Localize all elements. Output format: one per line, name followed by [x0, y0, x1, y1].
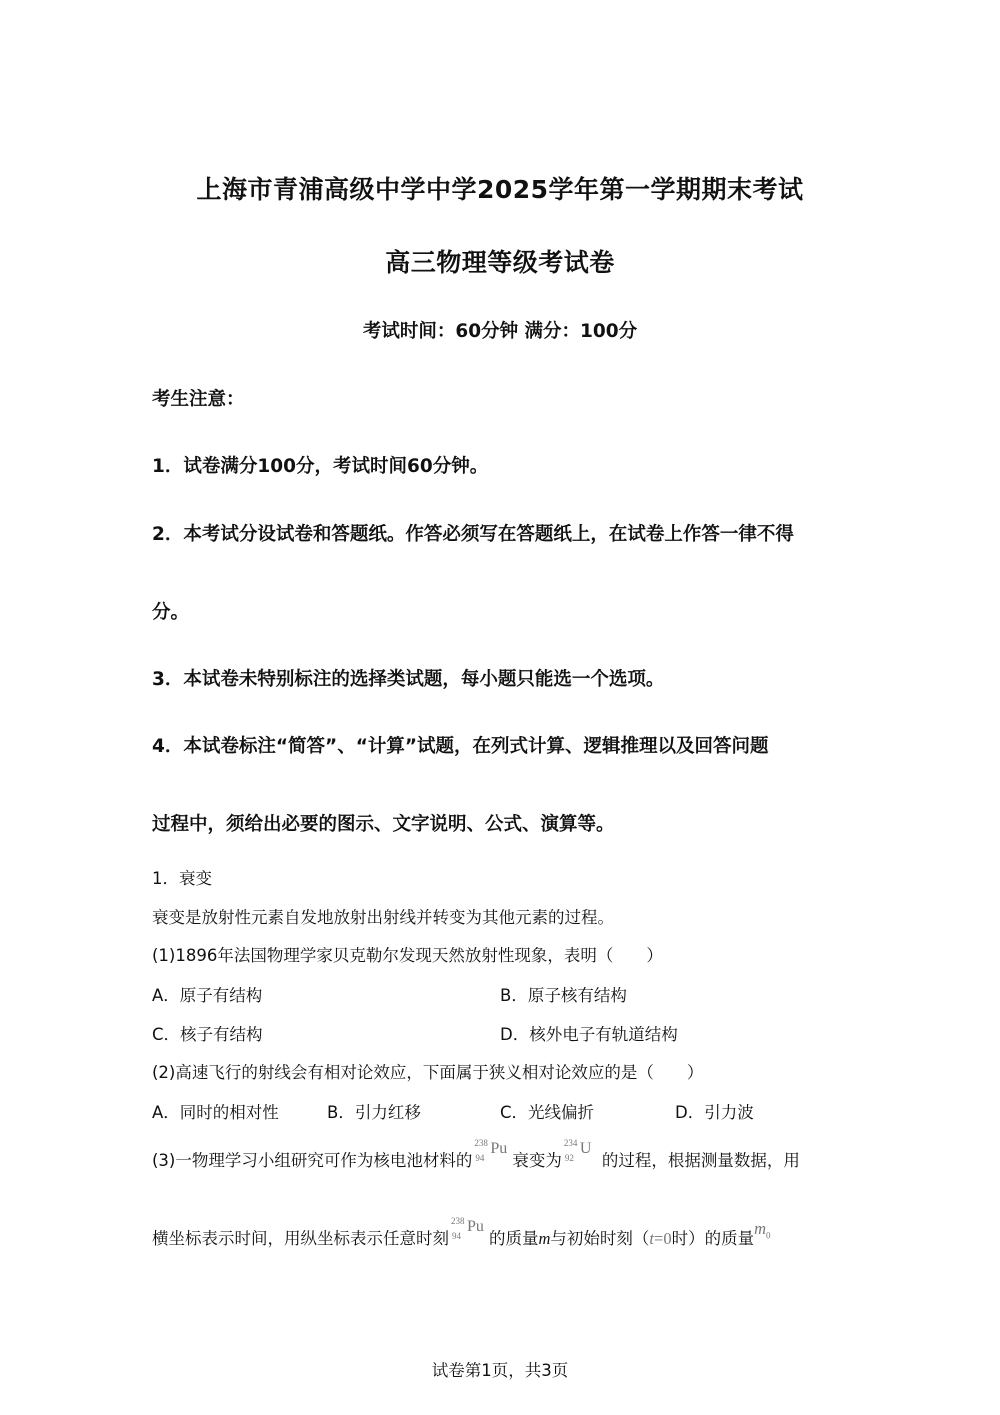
page-footer: 试卷第1页，共3页 — [431, 1361, 569, 1380]
question-1-intro: 衰变是放射性元素自发地放射出射线并转变为其他元素的过程。 — [152, 908, 614, 927]
mass-m-variable: m — [538, 1229, 551, 1248]
question-1-1-option-a: A．原子有结构 — [152, 986, 263, 1005]
exam-title-line2: 高三物理等级考试卷 — [385, 248, 615, 277]
pu-symbol-2: Pu — [467, 1218, 484, 1235]
time-equals-zero: =0 — [654, 1229, 672, 1248]
q3-text-a: (3)一物理学习小组研究可作为核电池材料的 — [152, 1151, 473, 1170]
pu-238-nuclide — [472, 1138, 512, 1172]
question-1-2-option-b: B．引力红移 — [327, 1103, 421, 1122]
question-1-2-stem: (2)高速飞行的射线会有相对论效应，下面属于狭义相对论效应的是（ ） — [152, 1063, 704, 1082]
q3-text-c: 的过程，根据测量数据，用 — [601, 1151, 800, 1170]
u-symbol: U — [579, 1140, 592, 1157]
notice-item-4-line2: 过程中，须给出必要的图示、文字说明、公式、演算等。 — [152, 814, 615, 835]
notice-item-1: 1．试卷满分100分，考试时间60分钟。 — [152, 456, 489, 477]
question-1-2-option-a: A．同时的相对性 — [152, 1103, 279, 1122]
q3-line2-text-c: 与初始时刻（ — [550, 1229, 650, 1248]
time-t-variable: t — [649, 1229, 655, 1248]
pu-atomic-number-2: 94 — [452, 1231, 461, 1241]
exam-title-line1: 上海市青浦高级中学中学2025学年第一学期期末考试 — [196, 175, 804, 204]
notice-item-2-line1: 2．本考试分设试卷和答题纸。作答必须写在答题纸上，在试卷上作答一律不得 — [152, 524, 794, 545]
pu-mass-number: 238 — [474, 1138, 488, 1148]
initial-mass-m0 — [754, 1219, 771, 1241]
question-1-3-line1 — [152, 1138, 800, 1172]
q3-line2-text-b: 的质量 — [489, 1229, 539, 1248]
notice-item-4-line1: 4．本试卷标注“简答”、“计算”试题，在列式计算、逻辑推理以及回答问题 — [152, 736, 769, 757]
u-mass-number: 234 — [563, 1138, 578, 1148]
m0-subscript: 0 — [766, 1230, 771, 1241]
u-atomic-number: 92 — [564, 1153, 574, 1163]
m0-m: m — [754, 1219, 766, 1238]
question-1-2-option-c: C．光线偏折 — [500, 1103, 595, 1122]
question-1-heading: 1．衰变 — [152, 869, 212, 888]
pu-atomic-number: 94 — [475, 1153, 485, 1163]
u-234-nuclide — [562, 1138, 602, 1172]
question-1-3-line2 — [152, 1216, 771, 1250]
pu-238-nuclide-2 — [449, 1216, 489, 1250]
pu-symbol: Pu — [490, 1140, 508, 1157]
q3-text-b: 衰变为 — [512, 1151, 562, 1170]
notice-item-3: 3．本试卷未特别标注的选择类试题，每小题只能选一个选项。 — [152, 669, 665, 690]
question-1-1-option-d: D．核外电子有轨道结构 — [500, 1025, 678, 1044]
question-1-1-option-b: B．原子核有结构 — [500, 986, 627, 1005]
question-1-1-stem: (1)1896年法国物理学家贝克勒尔发现天然放射性现象，表明（ ） — [152, 946, 663, 965]
question-1-2-option-d: D．引力波 — [675, 1103, 754, 1122]
question-1-1-option-c: C．核子有结构 — [152, 1025, 263, 1044]
q3-line2-text-a: 横坐标表示时间，用纵坐标表示任意时刻 — [152, 1229, 449, 1248]
exam-info: 考试时间：60分钟 满分：100分 — [362, 321, 638, 342]
notice-heading: 考生注意： — [152, 389, 245, 410]
q3-line2-text-d: 时）的质量 — [671, 1229, 755, 1248]
pu-mass-number-2: 238 — [451, 1216, 465, 1226]
notice-item-2-line2: 分。 — [152, 602, 190, 623]
